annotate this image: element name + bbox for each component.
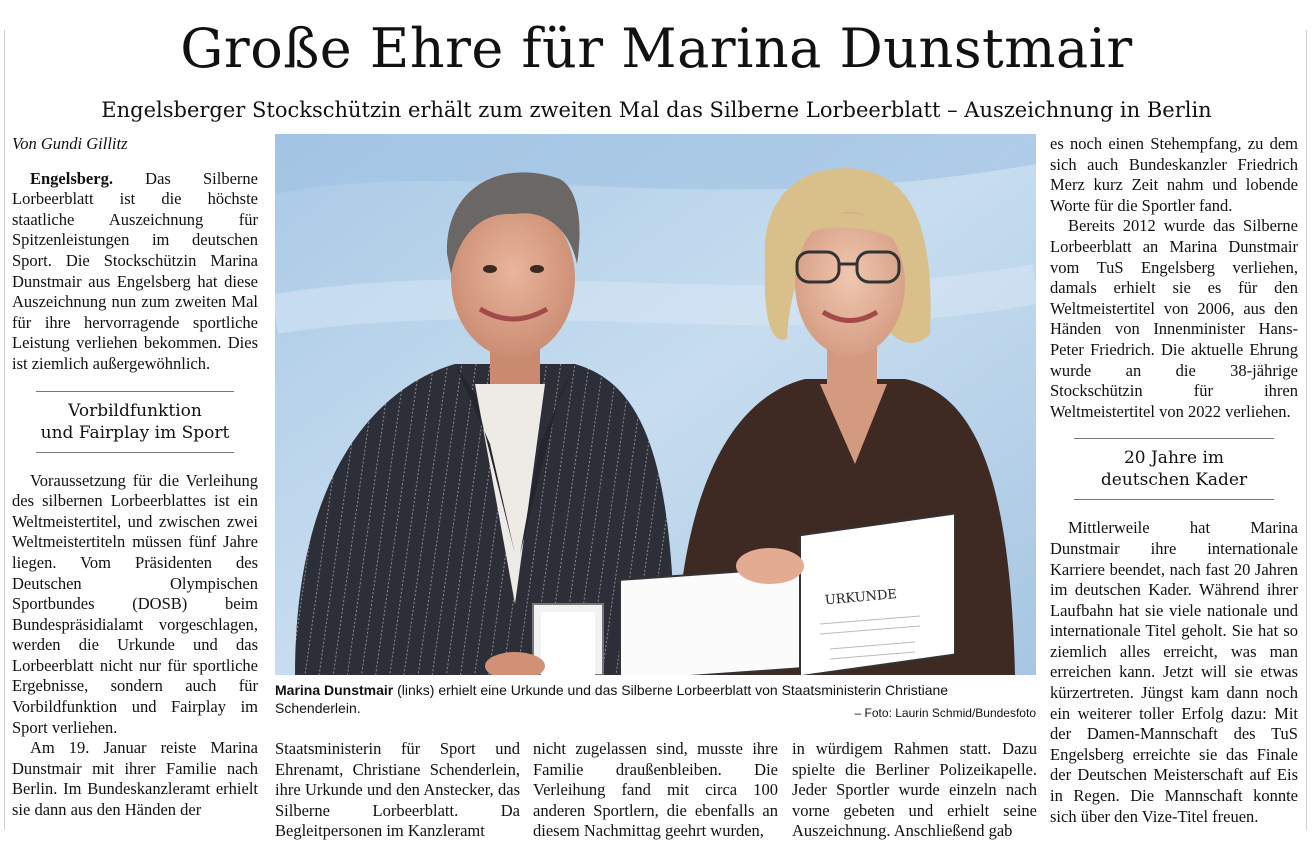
section-heading-line: Vorbildfunktion: [68, 400, 202, 421]
section-heading-line: 20 Jahre im: [1123, 448, 1225, 469]
intro-text: Das Silberne Lorbeerblatt ist die höchste staatliche Auszeichnung für Spitzenleistungen im deutschen Sport. Die Stockschützin Marina Dunstmair aus Engelsberg hat diese Auszeichnung nun zum zweiten Mal für ihre hervorragende sportliche Leistung verliehen bekommen. Dies ist ziemlich außergewöhnlich.: [12, 168, 258, 373]
column-5: [1050, 134, 1298, 827]
section-heading-vorbildfunktion: [36, 391, 234, 453]
photo-credit: – Foto: Laurin Schmid/Bundesfoto: [854, 706, 1036, 720]
caption-text: (links) erhielt eine Urkunde und das Silberne Lorbeerblatt von Staatsministerin Christiane Schenderlein.: [275, 682, 949, 716]
subheadline: Engelsberger Stockschützin erhält zum zweiten Mal das Silberne Lorbeerblatt – Auszeichnung in Berlin: [101, 98, 1212, 122]
dateline: Engelsberg.: [30, 168, 113, 188]
column-4: [792, 739, 1037, 842]
byline: Von Gundi Gillitz: [12, 134, 128, 153]
paragraph: es noch einen Stehempfang, zu dem sich auch Bundeskanzler Friedrich Merz kurz Zeit nahm und lobende Worte für die Sportler fand.: [1050, 134, 1298, 215]
paragraph: in würdigem Rahmen statt. Dazu spielte die Berliner Polizeikapelle. Jeder Sportler wurde einzeln nach vorne gebeten und erhielt seine Auszeichnung. Anschließend gab: [792, 739, 1037, 841]
column-1: [12, 134, 258, 821]
paragraph: Voraussetzung für die Verleihung des silbernen Lorbeerblattes ist ein Weltmeistertitel, und zwischen zwei Weltmeistertiteln müssen fünf Jahre liegen. Vom Präsidenten des Deutschen Olympischen Sportbundes (DOSB) beim Bundespräsidialamt vorgeschlagen, werden die Urkunde und das Lorbeerblatt nicht nur für sportliche Ergebnisse, sondern auch für Vorbildfunktion und Fairplay im Sport verliehen.: [12, 470, 258, 737]
paragraph: Bereits 2012 wurde das Silberne Lorbeerblatt an Marina Dunstmair vom TuS Engelsberg verliehen, damals erhielt sie es für den Weltmeistertitel von 2006, aus den Händen von Innenminister Hans-Peter Friedrich. Die aktuelle Ehrung wurde an die 38-jährige Stockschützin für ihren Weltmeistertitel von 2022 verliehen.: [1050, 216, 1298, 421]
section-heading-line: und Fairplay im Sport: [40, 422, 230, 443]
paragraph: Am 19. Januar reiste Marina Dunstmair mit ihrer Familie nach Berlin. Im Bundeskanzleramt erhielt sie dann aus den Händen der: [12, 738, 258, 820]
section-heading-kader: [1074, 438, 1274, 500]
caption-name: Marina Dunstmair: [275, 682, 394, 698]
paragraph: Staatsministerin für Sport und Ehrenamt, Christiane Schenderlein, ihre Urkunde und den Anstecker, das Silberne Lorbeerblatt. Da Begleitpersonen im Kanzleramt: [275, 739, 520, 841]
intro-paragraph: [12, 169, 258, 375]
left-margin-rule: [4, 30, 5, 830]
section-heading-line: deutschen Kader: [1100, 470, 1248, 491]
paragraph: Mittlerweile hat Marina Dunstmair ihre internationale Karriere beendet, nach fast 20 Jahren im deutschen Kader. Während ihrer Laufbahn hat sie viele nationale und internationale Titel geholt. Sie hat so ziemlich alles erreicht, was man erreichen kann. Jetzt will sie etwas kürzertreten. Jüngst kam dann noch ein weiterer toller Erfolg dazu: Mit der Damen-Mannschaft des TuS Engelsberg erreichte sie das Finale der Deutschen Meisterschaft auf Eis in Regen. Die Mannschaft konnte sich über den Vize-Titel freuen.: [1050, 518, 1298, 826]
column-2: [275, 739, 520, 842]
headline: Große Ehre für Marina Dunstmair: [180, 17, 1133, 80]
paragraph: nicht zugelassen sind, musste ihre Familie draußenbleiben. Die Verleihung fand mit circa 100 anderen Sportlern, die ebenfalls an diesem Nachmittag geehrt wurden,: [533, 739, 778, 841]
column-3: [533, 739, 778, 842]
right-margin-rule: [1306, 30, 1307, 830]
certificate-title: URKUNDE: [824, 587, 898, 609]
article-photo: [275, 134, 1036, 675]
